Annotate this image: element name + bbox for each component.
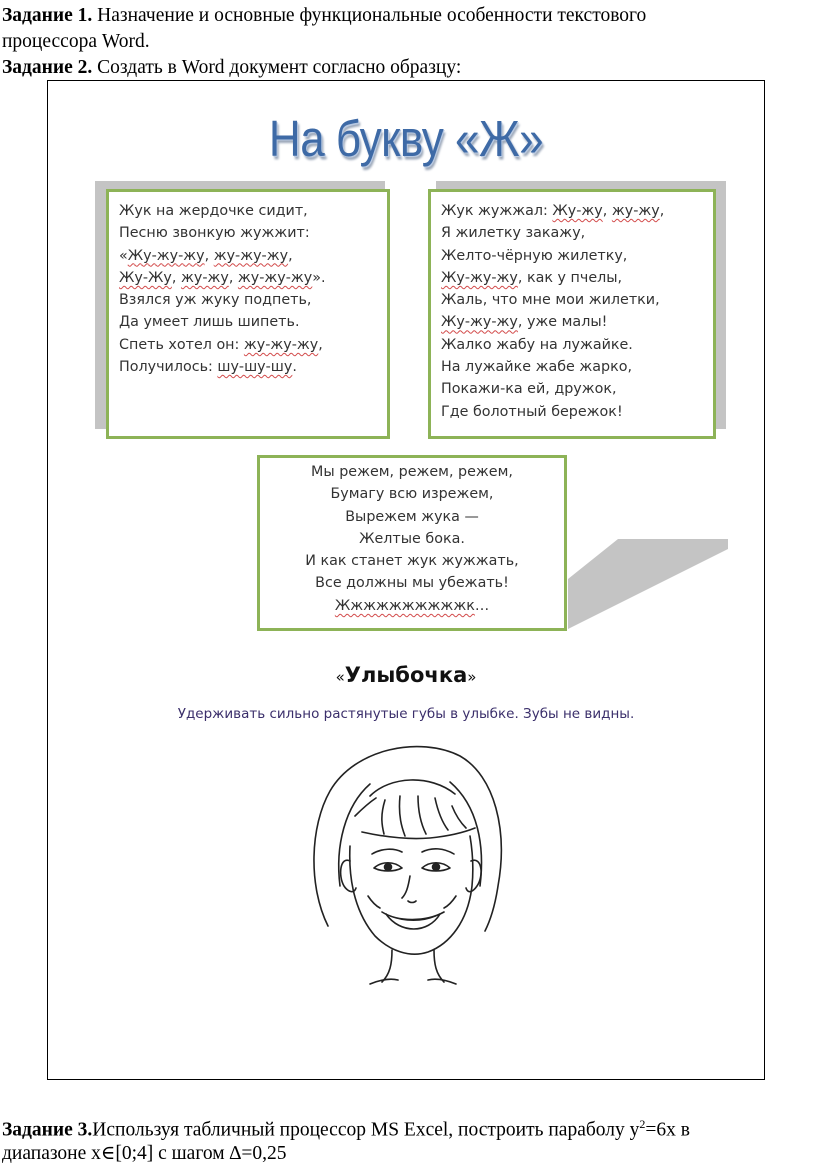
poem-text: Песню звонкую жужжит: [119, 225, 310, 242]
exercise-quote-open: « [335, 668, 345, 686]
poem-line [441, 289, 713, 311]
poem-text: , [318, 336, 323, 353]
poem-line [260, 461, 564, 483]
poem-line [441, 222, 713, 244]
poem-text: Да умеет лишь шипеть. [119, 314, 300, 331]
spellcheck-word: Жу-жу-жу [127, 247, 205, 264]
poem-text: Жаль, что мне мои жилетки, [441, 292, 660, 309]
poem-text: Получилось: [119, 359, 218, 376]
spellcheck-word: жу-жу [180, 269, 229, 286]
spellcheck-word: жу-жу [611, 203, 660, 219]
poem-text: , [288, 247, 293, 264]
poem-text: Я жилетку закажу, [441, 225, 586, 242]
spellcheck-word: жу-жу-жу [237, 269, 313, 286]
poem-text: Жук жужжал: [441, 203, 553, 219]
task-3-line-2: диапазоне x∈[0;4] с шагом ∆=0,25 [2, 1143, 287, 1164]
spellcheck-word: Жжжжжжжжжжк [334, 597, 475, 614]
smiling-girl-illustration [310, 736, 510, 991]
poem-text: . [292, 359, 297, 376]
poem-line [260, 528, 564, 550]
poem-text: Покажи-ка ей, дружок, [441, 381, 617, 398]
poem-center-shadow [568, 539, 728, 629]
poem-line [441, 267, 713, 289]
poem-text: Жук на жердочке сидит, [119, 203, 308, 219]
task-3-text-a: Используя табличный процессор MS Excel, построить параболу y [92, 1119, 640, 1141]
task-1-line-1 [2, 4, 646, 28]
task-1-line-2: процессора Word. [2, 31, 150, 52]
poem-text: … [474, 597, 490, 614]
poem-line [441, 245, 713, 267]
task-3-line-1 [2, 1112, 690, 1143]
poem-line [441, 378, 713, 400]
poem-text: Желто-чёрную жилетку, [441, 247, 628, 264]
poem-line [441, 356, 713, 378]
poem-text: Мы режем, режем, режем, [311, 464, 513, 480]
poem-line [119, 200, 387, 222]
sample-title: На букву «Ж» [268, 111, 544, 168]
poem-line [260, 483, 564, 505]
poem-line [441, 200, 713, 222]
spellcheck-word: Жу-жу-жу [441, 269, 518, 286]
spellcheck-word: Жу-Жу [119, 269, 172, 286]
poem-text: , как у пчелы, [517, 269, 623, 286]
task-3-text-b: =6x в [645, 1119, 690, 1141]
poem-line [260, 506, 564, 528]
spellcheck-word: жу-жу-жу [213, 247, 289, 264]
exercise-title-text: Улыбочка [344, 663, 468, 687]
poem-text: « [119, 247, 128, 264]
poem-text: Жалко жабу на лужайке. [441, 336, 633, 353]
spellcheck-word: жу-жу-жу [243, 336, 319, 353]
poem-text: ». [312, 269, 326, 286]
poem-line [441, 311, 713, 333]
poem-text: И как станет жук жужжать, [305, 553, 519, 570]
spellcheck-word: Жу-жу [552, 203, 603, 219]
poem-text: Бумагу всю изрежем, [330, 486, 494, 503]
poem-line [260, 572, 564, 594]
poem-line [119, 289, 387, 311]
exercise-subtitle: Удерживать сильно растянутые губы в улыбке. Зубы не видны. [177, 706, 635, 722]
poem-line [119, 245, 387, 267]
task-2-text: Создать в Word документ согласно образцу: [92, 57, 462, 78]
spellcheck-word: Жу-жу-жу [441, 314, 518, 331]
poem-line [119, 356, 387, 378]
task-2-line [2, 56, 461, 80]
poem-line [119, 334, 387, 356]
sample-document-frame [47, 80, 765, 1080]
poem-line [119, 311, 387, 333]
poem-text: Взялся уж жуку подпеть, [119, 292, 312, 309]
poem-text: Спеть хотел он: [119, 336, 244, 353]
poem-text: Желтые бока. [359, 530, 465, 547]
spellcheck-word: шу-шу-шу [217, 359, 293, 376]
poem-text: Вырежем жука — [345, 508, 479, 525]
exercise-title [48, 663, 764, 687]
task-2-label: Задание 2. [2, 57, 93, 78]
poem-text: , [228, 269, 238, 286]
poem-text: , [602, 203, 612, 219]
poem-text: Где болотный бережок! [441, 403, 623, 420]
poem-text: , уже малы! [517, 314, 608, 331]
task-3-label: Задание 3. [2, 1119, 93, 1141]
poem-line [119, 267, 387, 289]
poem-left-box [106, 189, 390, 439]
poem-center-box [257, 455, 567, 631]
task-1-label: Задание 1. [2, 5, 93, 26]
poem-text: На лужайке жабе жарко, [441, 359, 633, 376]
poem-line [260, 595, 564, 617]
task-3-superscript: 2 [639, 1117, 646, 1131]
poem-line [260, 550, 564, 572]
poem-text: , [204, 247, 214, 264]
task-1-text: Назначение и основные функциональные особенности текстового [92, 5, 647, 26]
poem-text: , [171, 269, 181, 286]
poem-line [441, 334, 713, 356]
poem-line [441, 401, 713, 423]
poem-text: Все должны мы убежать! [315, 575, 509, 592]
poem-line [119, 222, 387, 244]
exercise-quote-close: » [467, 668, 477, 686]
poem-text: , [659, 203, 665, 219]
poem-right-box [428, 189, 716, 439]
